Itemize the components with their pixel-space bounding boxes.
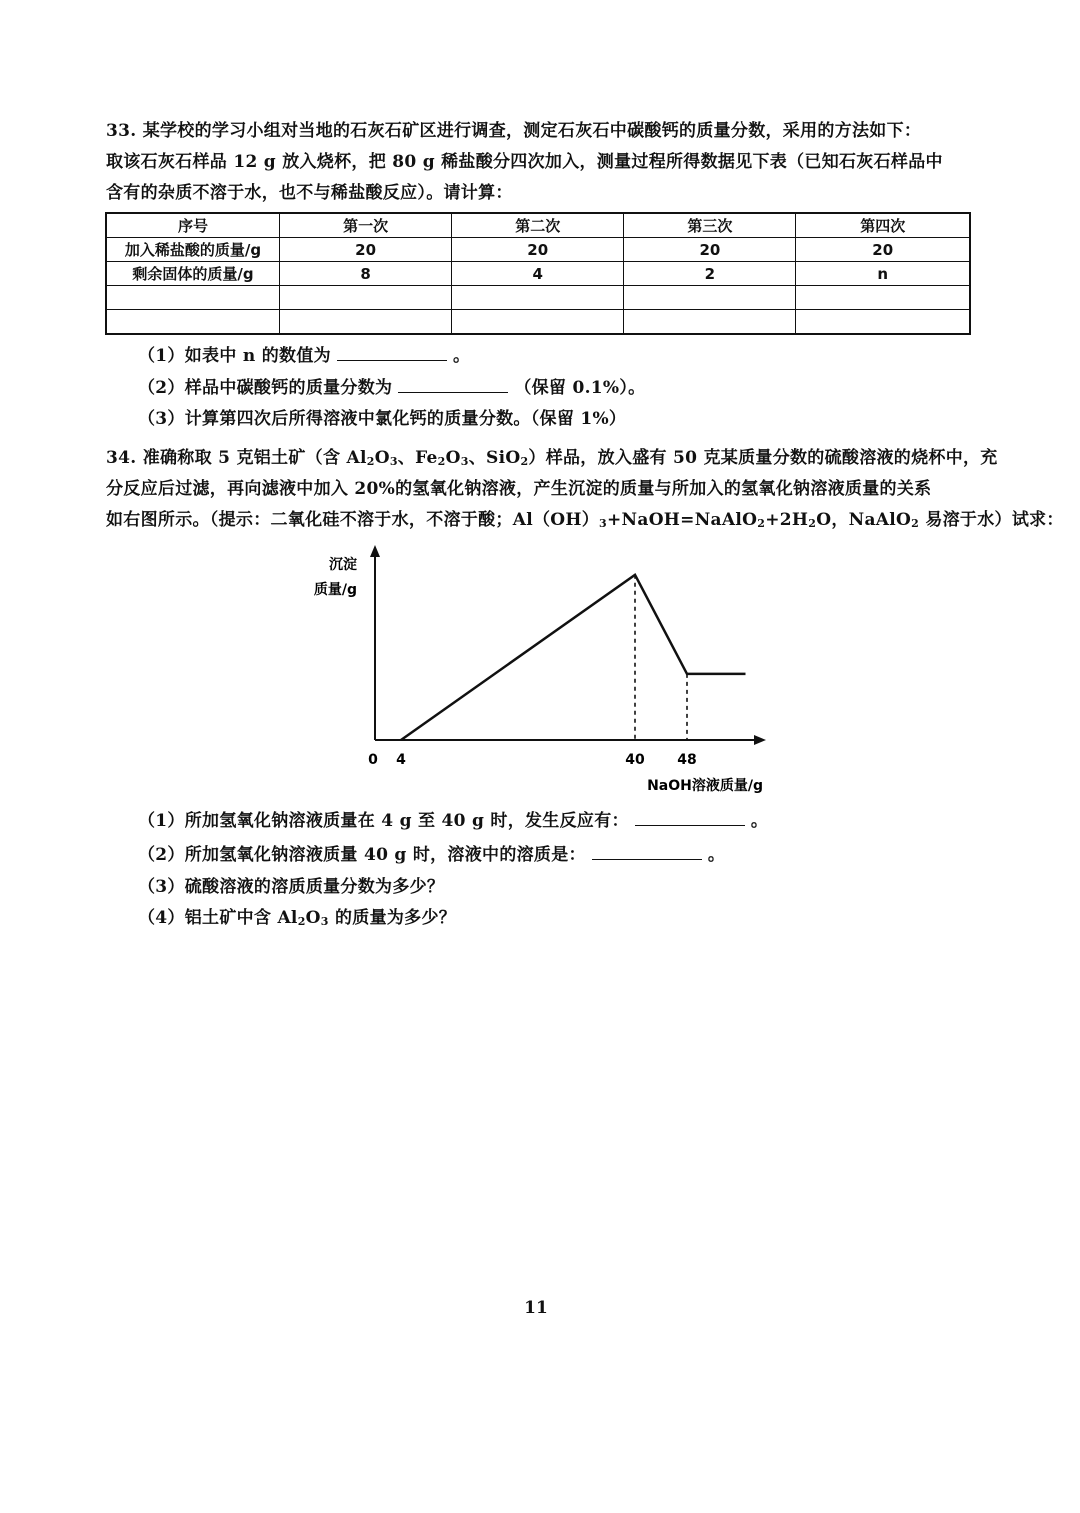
x-tick-label: 48 [677,752,697,768]
q34-stem [106,443,1064,536]
text: 34. 准确称取 5 克铝土矿（含 Al [106,448,367,468]
table-cell [106,310,280,335]
text: +NaOH=NaAlO [607,510,758,530]
question-text: （3）计算第四次后所得溶液中氯化钙的质量分数。（保留 1%） [138,409,627,429]
question-text: （4）铝土矿中含 Al [138,908,298,928]
subscript: 2 [297,915,306,928]
question-text: （2）样品中碳酸钙的质量分数为 [138,378,393,398]
table-cell [280,310,452,335]
q33-question-1 [138,341,470,366]
subscript: 2 [437,455,446,468]
text: O，NaAlO [816,510,912,530]
q34-question-3 [138,872,444,897]
question-text: 的质量为多少？ [328,908,457,928]
answer-blank[interactable] [592,841,702,860]
q34-question-4 [138,903,456,928]
text: 、SiO [468,448,521,468]
table-cell: 第四次 [796,213,970,238]
x-axis-label: NaOH溶液质量/g [647,778,763,794]
table-cell: 20 [624,238,796,262]
y-axis-label-line2: 质量/g [313,582,357,598]
table-cell: n [796,262,970,286]
question-text: （2）所加氢氧化钠溶液质量 40 g 时，溶液中的溶质是： [138,845,586,865]
q33-question-2 [138,373,645,398]
table-cell: 第二次 [452,213,624,238]
table-cell [796,310,970,335]
question-text: 。 [452,346,471,366]
axes [370,545,766,745]
q33-line-2: 取该石灰石样品 12 g 放入烧杯，把 80 g 稀盐酸分四次加入，测量过程所得数据见下表（已知石灰石样品中 [106,152,943,172]
text: O [374,448,390,468]
table-cell [452,310,624,335]
x-tick-label: 0 [368,752,378,768]
table-cell: 20 [796,238,970,262]
text: +2H [765,510,809,530]
text: 、Fe [397,448,438,468]
q34-line-2: 分反应后过滤，再向滤液中加入 20%的氢氧化钠溶液，产生沉淀的质量与所加入的氢氧化钠溶液质量的关系 [106,479,932,499]
table-row [106,286,970,310]
question-text: 。 [750,811,769,831]
table-row [106,238,970,262]
text: O [445,448,461,468]
q33-line-1: 33. 某学校的学习小组对当地的石灰石矿区进行调查，测定石灰石中碳酸钙的质量分数，采用的方法如下： [106,121,922,141]
q34-line-1 [106,443,998,474]
table-cell: 第一次 [280,213,452,238]
x-axis-arrow-icon [754,735,766,745]
question-text: （保留 0.1%）。 [514,378,646,398]
question-text: （1）所加氢氧化钠溶液质量在 4 g 至 40 g 时，发生反应有： [138,811,629,831]
question-text: （3）硫酸溶液的溶质质量分数为多少？ [138,877,445,897]
subscript: 2 [520,455,529,468]
table-cell: 序号 [106,213,280,238]
table-cell [280,286,452,310]
q33-question-3 [138,404,626,429]
subscript: 3 [320,915,329,928]
precipitate-line [401,575,746,740]
subscript: 2 [911,517,920,530]
table-cell [624,286,796,310]
y-axis-label-line1: 沉淀 [329,557,357,573]
text: 易溶于水）试求： [919,510,1064,530]
answer-blank[interactable] [337,342,447,361]
subscript: 3 [389,455,398,468]
q34-question-2 [138,840,725,865]
table-cell: 20 [452,238,624,262]
text: 如右图所示。（提示：二氧化硅不溶于水，不溶于酸；Al（OH） [106,510,600,530]
question-text: 。 [707,845,726,865]
table-cell: 8 [280,262,452,286]
table-cell: 加入稀盐酸的质量/g [106,238,280,262]
subscript: 2 [366,455,375,468]
q33-line-3: 含有的杂质不溶于水，也不与稀盐酸反应）。请计算： [106,183,513,203]
answer-blank[interactable] [635,807,745,826]
subscript: 3 [599,517,607,530]
x-tick-label: 40 [625,752,645,768]
q34-line-3 [106,505,1064,536]
x-tick-label: 4 [396,752,406,768]
question-text: O [305,908,321,928]
table-cell [624,310,796,335]
answer-blank[interactable] [398,374,508,393]
y-axis-arrow-icon [370,545,380,557]
table-cell [452,286,624,310]
subscript: 2 [808,517,817,530]
table-cell: 剩余固体的质量/g [106,262,280,286]
q34-question-1 [138,806,768,831]
table-cell [796,286,970,310]
table-cell: 2 [624,262,796,286]
precipitate-graph [300,535,780,800]
question-text: （1）如表中 n 的数值为 [138,346,331,366]
q33-data-table [105,212,971,335]
table-row [106,310,970,335]
subscript: 3 [460,455,469,468]
table-cell: 20 [280,238,452,262]
table-cell [106,286,280,310]
table-cell: 第三次 [624,213,796,238]
x-tick-labels [368,752,697,768]
table-row [106,262,970,286]
table-header-row [106,213,970,238]
table-cell: 4 [452,262,624,286]
q33-stem [106,116,976,209]
text: ）样品，放入盛有 50 克某质量分数的硫酸溶液的烧杯中，充 [528,448,998,468]
subscript: 2 [757,517,766,530]
page-number: 11 [524,1298,548,1318]
